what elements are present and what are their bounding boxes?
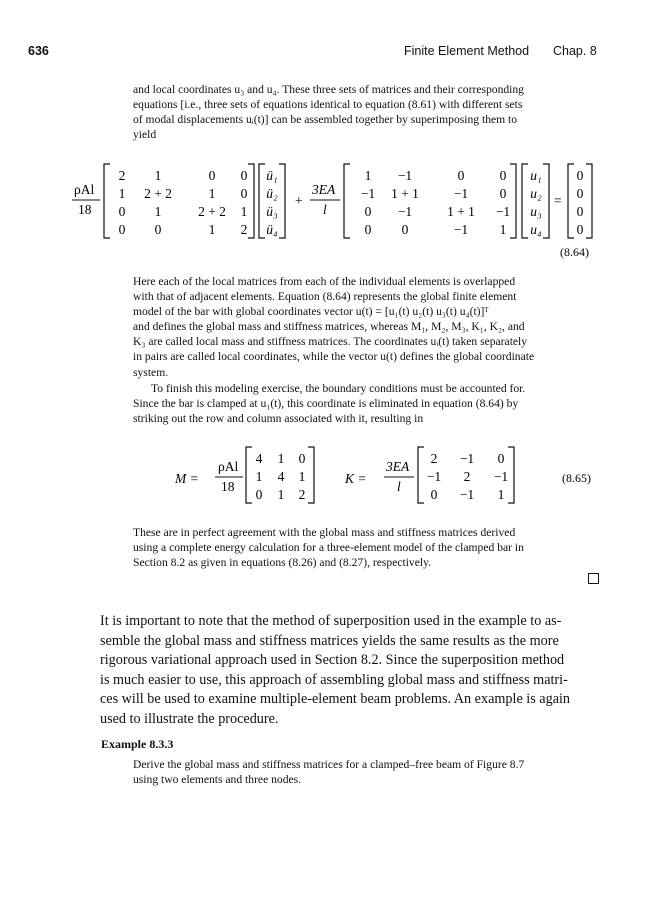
matrix-cell: 0 [499, 186, 507, 201]
matrix-cell: ü₁ [266, 168, 278, 183]
matrix-cell: 1 [240, 204, 248, 219]
text-line: with that of adjacent elements. Equation (8.64) represents the global finite element [133, 290, 517, 304]
stiff-coef-num: 3EA [386, 459, 410, 474]
matrix-cell: 2 [298, 487, 306, 502]
right-bracket [543, 164, 549, 238]
text-line: using a complete energy calculation for a three-element model of the clamped bar in [133, 541, 524, 555]
disp-vector [530, 168, 542, 237]
mass-coef-num: ρAl [218, 459, 239, 474]
matrix-cell: 0 [497, 451, 505, 466]
matrix-cell: 0 [576, 168, 584, 183]
matrix-cell: 0 [154, 222, 162, 237]
text-line: yield [133, 128, 157, 142]
matrix-cell: 2 [118, 168, 126, 183]
matrix-cell: 4 [255, 451, 263, 466]
left-bracket [259, 164, 265, 238]
matrix-cell: −1 [453, 222, 469, 237]
matrix-cell: 0 [118, 222, 126, 237]
page-number: 636 [28, 44, 49, 58]
matrix-cell: 1 [277, 451, 285, 466]
matrix-cell: u₄ [530, 222, 542, 237]
text-line: is much easier to use, this approach of assembling global mass and stiffness matri- [100, 671, 568, 688]
accel-vector [266, 168, 278, 237]
matrix-cell: 1 [208, 186, 216, 201]
right-bracket [308, 447, 314, 503]
matrix-cell: 0 [457, 168, 465, 183]
matrix-cell: ü₂ [266, 186, 278, 201]
matrix-cell: −1 [459, 451, 475, 466]
matrix-cell: 1 [154, 168, 162, 183]
right-bracket [508, 447, 514, 503]
text-line: and local coordinates u₃ and u₄. These three sets of matrices and their corresponding [133, 83, 524, 96]
text-line: Since the bar is clamped at u₁(t), this coordinate is eliminated in equation (8.64) by [133, 397, 519, 411]
matrix-cell: 2 [240, 222, 248, 237]
matrix-cell: 1 + 1 [447, 204, 475, 219]
text-line: To finish this modeling exercise, the boundary conditions must be accounted for. [151, 382, 526, 395]
example-title: Example 8.3.3 [101, 737, 174, 751]
right-bracket [248, 164, 254, 238]
text-line: in pairs are called local coordinates, while the vector u(t) defines the global coordinate [133, 350, 535, 364]
mass-matrix [256, 451, 306, 502]
left-bracket [568, 164, 574, 238]
matrix-cell: 0 [255, 487, 263, 502]
matrix-cell: 0 [576, 222, 584, 237]
matrix-cell: 0 [240, 168, 248, 183]
left-bracket [522, 164, 528, 238]
matrix-cell: 1 [255, 469, 263, 484]
text-line: and defines the global mass and stiffness matrices, whereas M₁, M₂, M₃, K₁, K₂, and [133, 320, 525, 334]
matrix-cell: 2 [430, 451, 438, 466]
main-paragraph [100, 612, 598, 729]
text-line: Here each of the local matrices from each of the individual elements is overlapped [133, 275, 516, 288]
right-bracket [510, 164, 516, 238]
matrix-cell: 0 [576, 186, 584, 201]
right-bracket [586, 164, 592, 238]
left-bracket [344, 164, 350, 238]
matrix-cell: −1 [459, 487, 475, 502]
text-line: equations [i.e., three sets of equations identical to equation (8.61) with different sets [133, 98, 523, 112]
text-line: of modal displacements uᵢ(t)] can be assembled together by superimposing them to [133, 113, 518, 127]
matrix-cell: 0 [364, 222, 372, 237]
equation-8-64 [72, 164, 592, 259]
matrix-cell: −1 [397, 168, 413, 183]
paragraph-4 [133, 525, 597, 570]
right-bracket [279, 164, 285, 238]
text-line: These are in perfect agreement with the global mass and stiffness matrices derived [133, 526, 516, 539]
text-line: striking out the row and column associated with it, resulting in [133, 412, 424, 426]
equation-label: (8.65) [562, 471, 591, 485]
matrix-cell: −1 [397, 204, 413, 219]
paragraph-2 [133, 274, 597, 380]
matrix-cell: −1 [493, 469, 509, 484]
matrix-cell: 2 [463, 469, 471, 484]
matrix-cell: 2 + 2 [144, 186, 172, 201]
stiff-coef-den: l [397, 479, 401, 494]
stiffness-matrix [361, 168, 510, 237]
matrix-cell: 1 + 1 [391, 186, 419, 201]
matrix-cell: 0 [298, 451, 306, 466]
text-line: used to illustrate the procedure. [100, 710, 279, 727]
mass-coef-num: ρAl [74, 182, 95, 197]
text-line: It is important to note that the method of superposition used in the example to as- [100, 613, 562, 629]
matrix-cell: 1 [118, 186, 126, 201]
left-bracket [246, 447, 252, 503]
matrix-cell: 0 [364, 204, 372, 219]
matrix-cell: −1 [495, 204, 511, 219]
mass-coef-den: 18 [78, 202, 92, 217]
matrix-cell: u₃ [530, 204, 542, 219]
text-line: using two elements and three nodes. [133, 773, 302, 787]
matrix-cell: 0 [401, 222, 409, 237]
mass-matrix [119, 168, 248, 237]
text-line: rigorous variational approach used in Section 8.2. Since the superposition method [100, 652, 565, 668]
matrix-cell: 0 [576, 204, 584, 219]
equation-label: (8.64) [560, 245, 589, 259]
text-line: Derive the global mass and stiffness matrices for a clamped–free beam of Figure 8.7 [133, 758, 525, 771]
text-line: model of the bar with global coordinates vector u(t) = [u₁(t) u₂(t) u₃(t) u₄(t)]ᵀ [133, 305, 489, 319]
stiff-coef-den: l [323, 202, 327, 217]
example-text [133, 757, 597, 787]
matrix-cell: 0 [499, 168, 507, 183]
equation-8-65 [174, 447, 591, 503]
matrix-cell: 0 [118, 204, 126, 219]
zero-vector [577, 168, 584, 237]
chapter-label: Chap. 8 [553, 44, 597, 58]
matrix-cell: 1 [298, 469, 306, 484]
running-title: Finite Element Method [404, 44, 530, 58]
matrix-cell: ü₄ [266, 222, 278, 237]
paragraph-3 [133, 381, 597, 426]
text-line: ces will be used to examine multiple-element beam problems. An example is again [100, 691, 571, 707]
left-bracket [104, 164, 110, 238]
matrix-cell: 0 [430, 487, 438, 502]
matrix-cell: −1 [426, 469, 442, 484]
matrix-cell: 1 [364, 168, 372, 183]
plus-sign: + [295, 193, 303, 208]
end-of-proof-box [588, 573, 599, 584]
matrix-cell: −1 [453, 186, 469, 201]
matrix-cell: 1 [208, 222, 216, 237]
matrix-cell: 0 [240, 186, 248, 201]
matrix-cell: 0 [208, 168, 216, 183]
matrix-cell: u₁ [530, 168, 542, 183]
matrix-cell: 1 [499, 222, 507, 237]
matrix-cell: ü₃ [266, 204, 278, 219]
text-line: system. [133, 365, 169, 379]
matrix-cell: 2 + 2 [198, 204, 226, 219]
K-label: K = [345, 471, 367, 486]
matrix-cell: −1 [360, 186, 376, 201]
text-line: K₃ are called local mass and stiffness matrices. The coordinates uᵢ(t) taken separately [133, 335, 528, 349]
text-line: Section 8.2 as given in equations (8.26) and (8.27), respectively. [133, 556, 432, 570]
matrix-cell: 1 [277, 487, 285, 502]
matrix-cell: 1 [154, 204, 162, 219]
stiffness-matrix [427, 451, 508, 502]
matrix-cell: 1 [497, 487, 505, 502]
matrix-cell: u₂ [530, 186, 542, 201]
stiff-coef-num: 3EA [312, 182, 336, 197]
mass-coef-den: 18 [221, 479, 235, 494]
matrix-cell: 4 [277, 469, 285, 484]
M-label: M = [175, 471, 199, 486]
equals-sign: = [554, 193, 562, 208]
text-line: semble the global mass and stiffness matrices yields the same results as the more [100, 632, 559, 649]
left-bracket [418, 447, 424, 503]
